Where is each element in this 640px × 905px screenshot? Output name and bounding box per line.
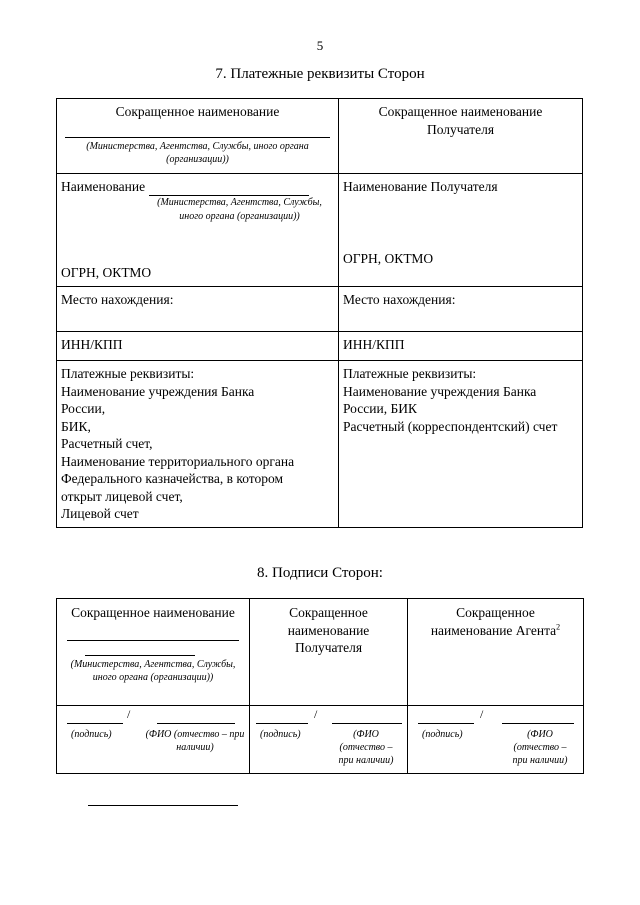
col2-head-line: Получателя xyxy=(294,640,363,656)
fio-label-line: при наличии) xyxy=(338,755,394,766)
fio-label-line: (ФИО xyxy=(353,729,379,740)
head-right-cell xyxy=(339,99,583,174)
signature-label: (подпись) xyxy=(422,729,463,740)
head-right-line1: Сокращенное наименование xyxy=(378,104,543,119)
pay-left-line: Лицевой счет xyxy=(61,506,139,522)
sig-col3-head xyxy=(408,599,584,706)
col2-head-line: наименование xyxy=(287,622,370,638)
fio-label-line: при наличии) xyxy=(512,755,568,766)
footnote-separator xyxy=(88,805,238,806)
name-left-label: Наименование xyxy=(61,179,146,194)
fio-label xyxy=(326,728,406,767)
signature-label: (подпись) xyxy=(260,729,301,740)
head-left-underline xyxy=(65,137,330,138)
pay-left-line: Наименование территориального органа xyxy=(61,453,295,469)
pay-left-line: Платежные реквизиты: xyxy=(61,366,195,381)
sig-col1-head xyxy=(57,599,250,706)
col1-head-label: Сокращенное наименование xyxy=(71,605,235,620)
sig-col1-cell xyxy=(57,706,250,774)
signature-line xyxy=(67,723,123,724)
fio-label-line: (отчество – xyxy=(339,742,393,753)
ogrn-right: ОГРН, ОКТМО xyxy=(343,251,434,267)
name-left-note: (Министерства, Агентства, Службы, иного органа (организации)) xyxy=(157,197,322,222)
sig-col2-head xyxy=(250,599,408,706)
sig-col3-cell xyxy=(408,706,584,774)
col1-underline xyxy=(67,640,239,641)
fio-line xyxy=(332,723,402,724)
fio-label-line: (отчество – xyxy=(513,742,567,753)
inn-right: ИНН/КПП xyxy=(339,332,583,361)
col3-head-line2 xyxy=(412,622,579,640)
slash: / xyxy=(127,707,131,721)
inn-left: ИНН/КПП xyxy=(57,332,339,361)
place-right: Место нахождения: xyxy=(339,287,583,332)
payment-details-table xyxy=(56,98,583,528)
pay-right-cell xyxy=(339,361,583,528)
pay-left-line: Наименование учреждения Банка xyxy=(61,383,255,399)
pay-right-line: Платежные реквизиты: xyxy=(343,366,477,381)
pay-left-cell xyxy=(57,361,339,528)
name-right-cell xyxy=(339,174,583,287)
pay-left-line: России, xyxy=(61,401,106,417)
section-8-title: 8. Подписи Сторон: xyxy=(257,565,383,581)
pay-right-line: Расчетный (корреспондентский) счет xyxy=(343,418,558,434)
pay-left-line: Расчетный счет, xyxy=(61,436,153,452)
pay-left-line: Федерального казначейства, в котором xyxy=(61,471,284,487)
slash: / xyxy=(480,707,484,721)
col3-head-line: Сокращенное xyxy=(456,605,535,620)
ogrn-left: ОГРН, ОКТМО xyxy=(61,265,152,281)
page-number: 5 xyxy=(316,38,324,53)
signatures-table xyxy=(56,598,584,774)
fio-label: (ФИО (отчество – при наличии) xyxy=(145,729,245,753)
head-left-label: Сокращенное наименование xyxy=(115,104,280,119)
sig-col2-cell xyxy=(250,706,408,774)
col1-short-underline xyxy=(85,655,195,656)
fio-line xyxy=(502,723,574,724)
head-right-line2: Получателя xyxy=(426,121,495,137)
head-left-cell xyxy=(57,99,339,174)
fio-line xyxy=(157,723,235,724)
signature-line xyxy=(256,723,308,724)
col1-note: (Министерства, Агентства, Службы, иного органа (организации)) xyxy=(70,658,236,684)
name-left-cell xyxy=(57,174,339,287)
fio-label-line: (ФИО xyxy=(527,729,553,740)
place-left: Место нахождения: xyxy=(57,287,339,332)
name-left-underline xyxy=(149,183,309,196)
name-right: Наименование Получателя xyxy=(343,179,498,194)
head-left-note: (Министерства, Агентства, Службы, иного органа (организации)) xyxy=(86,140,309,166)
signature-line xyxy=(418,723,474,724)
section-7-title: 7. Платежные реквизиты Сторон xyxy=(215,66,425,82)
col3-head-text: наименование Агента xyxy=(430,622,557,638)
slash: / xyxy=(314,707,318,721)
pay-right-line: России, БИК xyxy=(343,401,417,417)
signature-label: (подпись) xyxy=(71,729,112,740)
pay-right-line: Наименование учреждения Банка xyxy=(343,383,537,399)
fio-label xyxy=(498,728,582,767)
col2-head-line: Сокращенное xyxy=(289,605,368,620)
footnote-mark: 2 xyxy=(556,622,561,632)
pay-left-line: БИК, xyxy=(61,418,91,434)
pay-left-line: открыт лицевой счет, xyxy=(61,488,183,504)
